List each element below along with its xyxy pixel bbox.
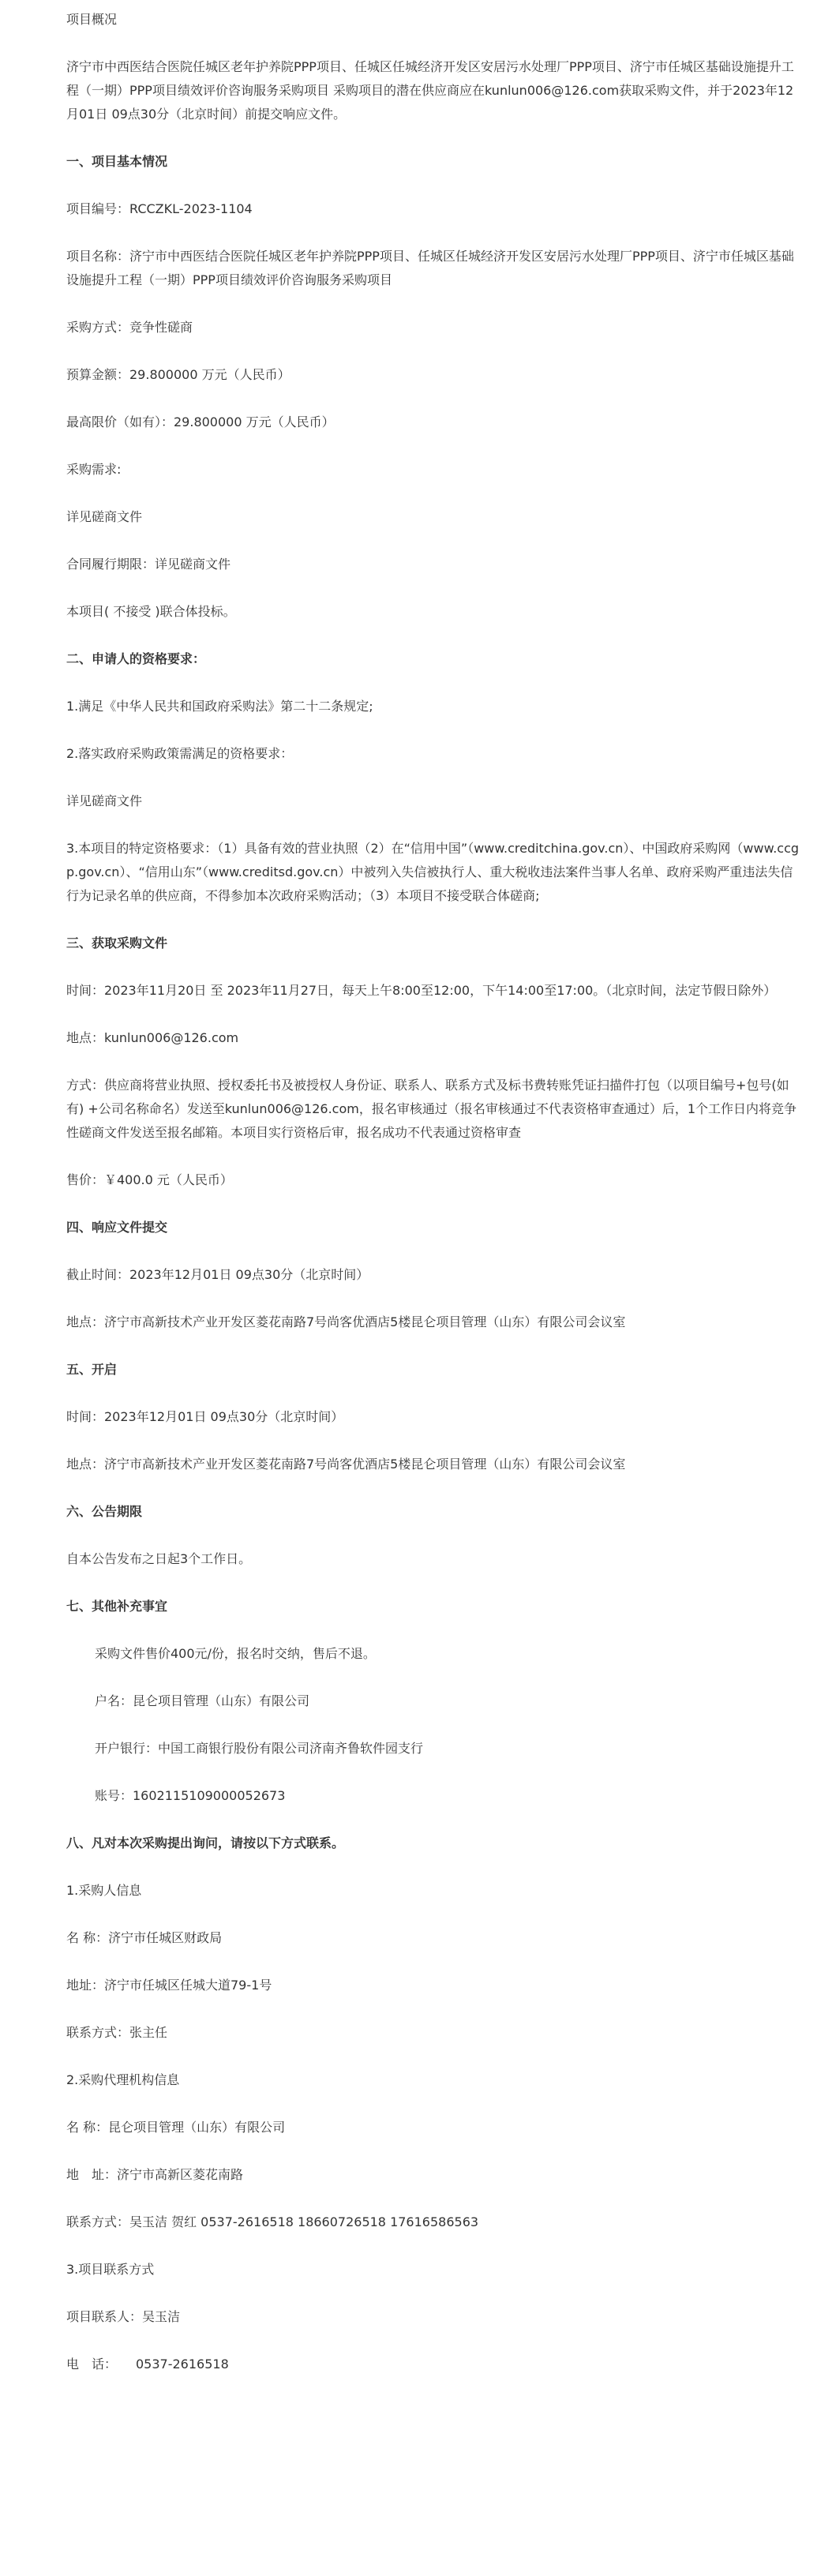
spacer <box>66 1903 800 1926</box>
spacer <box>66 529 800 553</box>
demand-label: 采购需求: <box>66 462 122 477</box>
max-price: 最高限价（如有）：29.800000 万元（人民币） <box>66 414 335 429</box>
project-name: 项目名称：济宁市中西医结合医院任城区老年护养院PPP项目、任城区任城经济开发区安居污水处理厂PPP项目、济宁市任城区基础设施提升工程（一期）PPP项目绩效评价咨询服务采购项目 <box>66 249 794 287</box>
opening-place: 地点：济宁市高新技术产业开发区菱花南路7号尚客优酒店5楼昆仑项目管理（山东）有限公司会议室 <box>66 1457 626 1472</box>
spacer <box>66 434 800 458</box>
notice-period: 自本公告发布之日起3个工作日。 <box>66 1551 252 1566</box>
spacer <box>66 1524 800 1547</box>
demand-value: 详见磋商文件 <box>66 509 143 524</box>
spacer <box>66 766 800 789</box>
agency-address: 地 址：济宁市高新区菱花南路 <box>66 2167 244 2182</box>
purchaser-name: 名 称：济宁市任城区财政局 <box>66 1930 223 1945</box>
project-contact-title: 3.项目联系方式 <box>66 2262 155 2277</box>
section-title-opening: 五、开启 <box>66 1362 118 1377</box>
spacer <box>66 1382 800 1405</box>
spacer <box>66 387 800 411</box>
project-number: 项目编号：RCCZKL-2023-1104 <box>66 201 253 216</box>
purchaser-contact: 联系方式：张主任 <box>66 2025 168 2040</box>
purchaser-address: 地址：济宁市任城区任城大道79-1号 <box>66 1978 272 1993</box>
spacer <box>66 1571 800 1595</box>
project-contact-phone: 电 话： 0537-2616518 <box>66 2357 229 2372</box>
requirement-3: 3.本项目的特定资格要求：（1）具备有效的营业执照（2）在“信用中国”（www.creditchina.gov.cn）、中国政府采购网（www.ccgp.gov.cn）、“信用山东”（www.creditsd.gov.cn）中被列入失信被执行人、重大税收违法案件当事人名单、政府采购严重违法失信行为记录名单的供应商，不得参加本次政府采购活动；（3）本项目不接受联合体磋商; <box>66 841 800 903</box>
spacer <box>66 1192 800 1216</box>
spacer <box>66 1618 800 1642</box>
spacer <box>66 671 800 695</box>
spacer <box>66 1760 800 1784</box>
agency-info-title: 2.采购代理机构信息 <box>66 2072 180 2087</box>
purchaser-info-title: 1.采购人信息 <box>66 1883 142 1898</box>
spacer <box>66 174 800 197</box>
spacer <box>66 2329 800 2353</box>
spacer <box>66 1145 800 1168</box>
spacer <box>66 1666 800 1689</box>
spacer <box>66 32 800 55</box>
project-contact-person: 项目联系人：吴玉洁 <box>66 2309 181 2324</box>
overview-text: 济宁市中西医结合医院任城区老年护养院PPP项目、任城区任城经济开发区安居污水处理厂PPP项目、济宁市任城区基础设施提升工程（一期）PPP项目绩效评价咨询服务采购项目 采购项目的潜在供应商应在kunlun006@126.com获取采购文件，并于2023年12月01日 09点30分（北京时间）前提交响应文件。 <box>66 59 794 122</box>
spacer <box>66 2282 800 2305</box>
spacer <box>66 1855 800 1879</box>
obtain-time: 时间：2023年11月20日 至 2023年11月27日，每天上午8:00至12:00，下午14:00至17:00。（北京时间，法定节假日除外） <box>66 983 777 998</box>
spacer <box>66 718 800 742</box>
account-name: 户名：昆仑项目管理（山东）有限公司 <box>95 1693 310 1708</box>
procurement-method: 采购方式：竞争性磋商 <box>66 320 193 335</box>
requirement-1: 1.满足《中华人民共和国政府采购法》第二十二条规定; <box>66 699 373 714</box>
spacer <box>66 1476 800 1500</box>
section-title-contacts: 八、凡对本次采购提出询问，请按以下方式联系。 <box>66 1835 345 1850</box>
spacer <box>66 1287 800 1310</box>
spacer <box>66 1950 800 1974</box>
spacer <box>66 813 800 837</box>
consortium-note: 本项目( 不接受 )联合体投标。 <box>66 604 236 619</box>
section-title-notice-period: 六、公告期限 <box>66 1504 143 1519</box>
budget-amount: 预算金额：29.800000 万元（人民币） <box>66 367 290 382</box>
spacer <box>66 2187 800 2210</box>
obtain-price: 售价：￥400.0 元（人民币） <box>66 1172 233 1187</box>
overview-title: 项目概况 <box>66 12 118 27</box>
spacer <box>66 1808 800 1832</box>
section-title-submission: 四、响应文件提交 <box>66 1220 168 1235</box>
spacer <box>66 292 800 316</box>
spacer <box>66 221 800 245</box>
spacer <box>66 126 800 150</box>
spacer <box>66 1429 800 1453</box>
account-number: 账号：1602115109000052673 <box>95 1788 286 1803</box>
agency-contact: 联系方式：吴玉洁 贺红 0537-2616518 18660726518 17616586563 <box>66 2214 479 2229</box>
section-title-supplementary: 七、其他补充事宜 <box>66 1599 168 1614</box>
spacer <box>66 2045 800 2068</box>
spacer <box>66 2092 800 2116</box>
obtain-place: 地点：kunlun006@126.com <box>66 1030 239 1045</box>
spacer <box>66 624 800 647</box>
supplementary-fee: 采购文件售价400元/份，报名时交纳，售后不退。 <box>95 1646 376 1661</box>
section-title-qualification: 二、申请人的资格要求： <box>66 651 206 666</box>
section-title-obtain-documents: 三、获取采购文件 <box>66 936 168 951</box>
requirement-2-value: 详见磋商文件 <box>66 793 143 808</box>
spacer <box>66 1997 800 2021</box>
account-bank: 开户银行：中国工商银行股份有限公司济南齐鲁软件园支行 <box>95 1741 424 1756</box>
opening-time: 时间：2023年12月01日 09点30分（北京时间） <box>66 1409 344 1424</box>
spacer <box>66 908 800 932</box>
spacer <box>66 576 800 600</box>
spacer <box>66 339 800 363</box>
spacer <box>66 2234 800 2258</box>
spacer <box>66 2139 800 2163</box>
section-title-basic-info: 一、项目基本情况 <box>66 154 168 169</box>
spacer <box>66 1713 800 1737</box>
submission-place: 地点：济宁市高新技术产业开发区菱花南路7号尚客优酒店5楼昆仑项目管理（山东）有限公司会议室 <box>66 1314 626 1329</box>
spacer <box>66 1239 800 1263</box>
spacer <box>66 1334 800 1358</box>
spacer <box>66 482 800 505</box>
spacer <box>66 1003 800 1026</box>
requirement-2: 2.落实政府采购政策需满足的资格要求： <box>66 746 294 761</box>
spacer <box>66 955 800 979</box>
submission-deadline: 截止时间：2023年12月01日 09点30分（北京时间） <box>66 1267 369 1282</box>
contract-period: 合同履行期限：详见磋商文件 <box>66 557 231 572</box>
spacer <box>66 1050 800 1074</box>
agency-name: 名 称：昆仑项目管理（山东）有限公司 <box>66 2120 286 2135</box>
obtain-method: 方式：供应商将营业执照、授权委托书及被授权人身份证、联系人、联系方式及标书费转账凭证扫描件打包（以项目编号+包号(如有) +公司名称命名）发送至kunlun006@126.com，报名审核通过（报名审核通过不代表资格审查通过）后，1个工作日内将竞争性磋商文件发送至报名邮箱。本项目实行资格后审，报名成功不代表通过资格审查 <box>66 1078 797 1140</box>
